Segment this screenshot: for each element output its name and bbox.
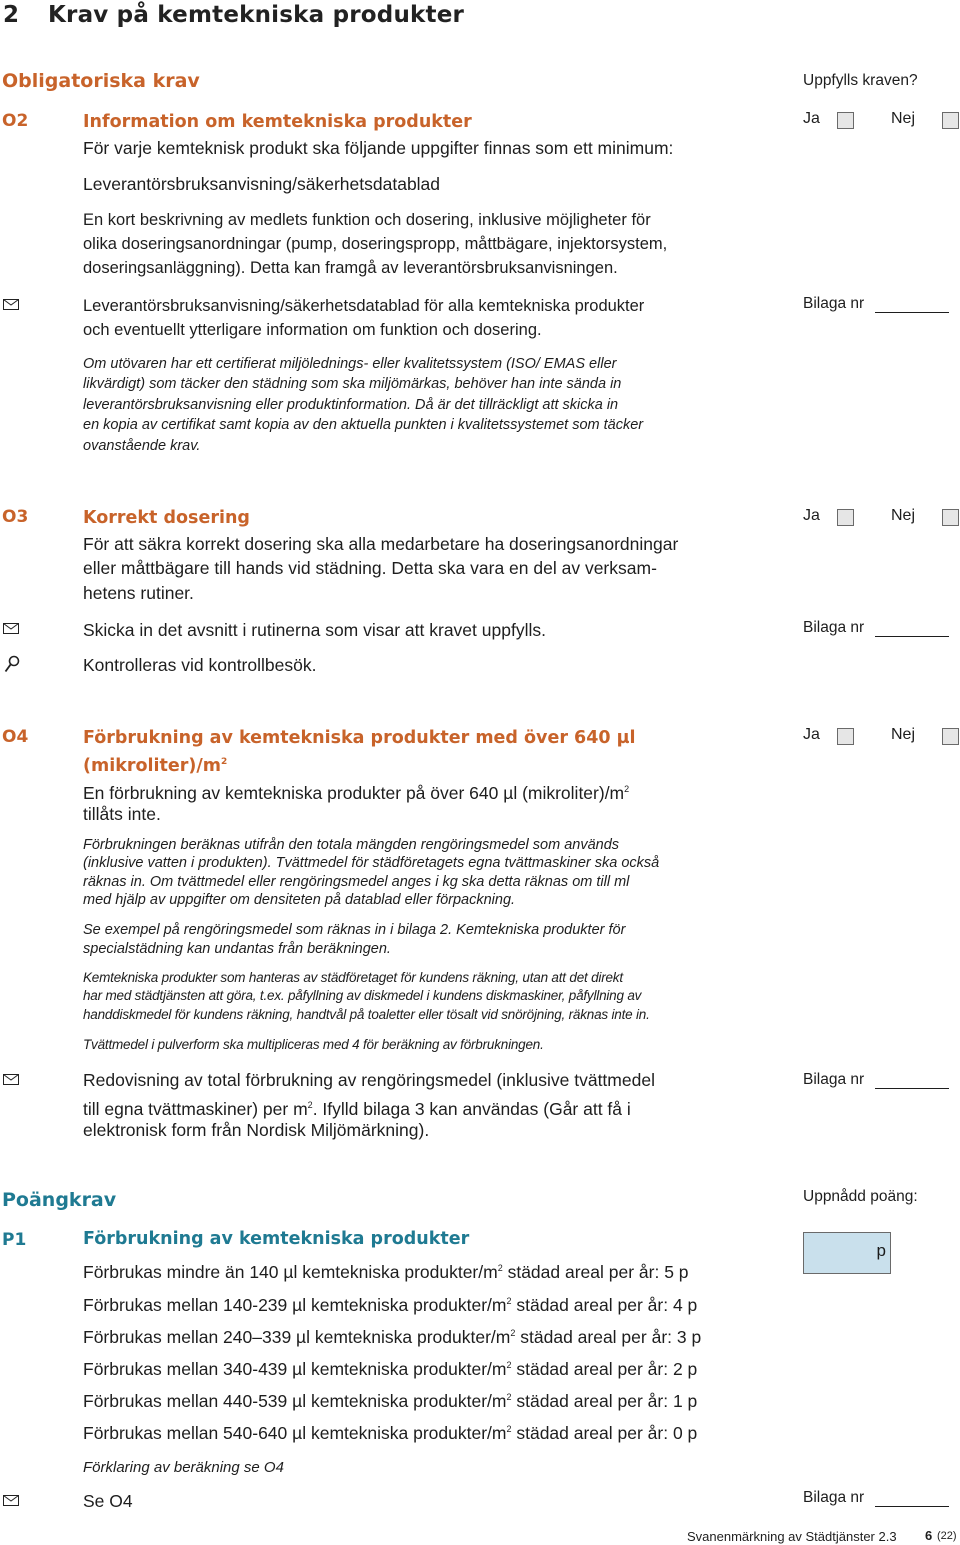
note-text: Förklaring av beräkning se O4 bbox=[83, 1459, 284, 1476]
body-text: doseringsanläggning). Detta kan framgå av leverantörsbruksanvisningen. bbox=[83, 259, 618, 277]
body-text: Redovisning av total förbrukning av rengöringsmedel (inklusive tvättmedel bbox=[83, 1070, 655, 1090]
note-text: Tvättmedel i pulverform ska multipliceras med 4 för beräkning av förbrukningen. bbox=[83, 1037, 544, 1052]
note-text: Om utövaren har ett certifierat miljölednings- eller kvalitetssystem (ISO/ EMAS eller bbox=[83, 356, 617, 372]
requirement-title-cont: $(mikroliter)/m^2$ bbox=[83, 755, 228, 776]
fulfilled-question: Uppfylls kraven? bbox=[803, 72, 918, 89]
yes-checkbox[interactable] bbox=[837, 509, 854, 526]
note-text: likvärdigt) som täcker den städning som ska miljömärkas, behöver han inte sända in bbox=[83, 376, 622, 392]
body-text: tillåts inte. bbox=[83, 804, 161, 824]
attachment-number-line[interactable] bbox=[875, 312, 949, 313]
requirement-code: O2 bbox=[2, 111, 29, 131]
attachment-number-line[interactable] bbox=[875, 1088, 949, 1089]
body-text: En förbrukning av kemtekniska produkter på över 640 µl $(mikroliter)/m^2$ bbox=[83, 782, 630, 803]
no-checkbox[interactable] bbox=[942, 509, 959, 526]
body-text: Kontrolleras vid kontrollbesök. bbox=[83, 655, 317, 675]
points-row: Förbrukas mindre än 140 µl kemtekniska produkter/$m^2$ städad areal per år: 5 p bbox=[83, 1261, 689, 1282]
requirement-title: Förbrukning av kemtekniska produkter bbox=[83, 1229, 470, 1249]
no-label: Nej bbox=[891, 726, 916, 743]
attachment-label: Bilaga nr bbox=[803, 295, 865, 312]
body-text: och eventuellt ytterligare information om funktion och dosering. bbox=[83, 321, 542, 339]
points-row: Förbrukas mellan 340-439 µl kemtekniska produkter/$m^2$ städad areal per år: 2 p bbox=[83, 1358, 698, 1379]
envelope-icon bbox=[3, 1074, 19, 1085]
section-title-mandatory: Obligatoriska krav bbox=[2, 70, 200, 92]
points-input-box[interactable] bbox=[803, 1232, 891, 1274]
body-text: En kort beskrivning av medlets funktion och dosering, inklusive möjligheter för bbox=[83, 211, 651, 229]
envelope-icon bbox=[3, 299, 19, 310]
note-text: Se exempel på rengöringsmedel som räknas in i bilaga 2. Kemtekniska produkter för bbox=[83, 922, 626, 938]
footer-page-number: 6 bbox=[925, 1528, 933, 1543]
envelope-icon bbox=[3, 1495, 19, 1506]
note-text: leverantörsbruksanvisning eller produktinformation. Då är det tillräckligt att skicka in bbox=[83, 397, 619, 413]
attachment-label: Bilaga nr bbox=[803, 1071, 865, 1088]
points-row: Förbrukas mellan 440-539 µl kemtekniska produkter/$m^2$ städad areal per år: 1 p bbox=[83, 1390, 698, 1411]
points-row: Förbrukas mellan 540-640 µl kemtekniska produkter/$m^2$ städad areal per år: 0 p bbox=[83, 1422, 698, 1443]
body-text: Leverantörsbruksanvisning/säkerhetsdatablad för alla kemtekniska produkter bbox=[83, 297, 645, 315]
note-text: specialstädning kan undantas från beräkningen. bbox=[83, 941, 391, 957]
yes-label: Ja bbox=[803, 507, 820, 524]
points-row: Förbrukas mellan 240–339 µl kemtekniska produkter/$m^2$ städad areal per år: 3 p bbox=[83, 1326, 702, 1347]
requirement-code: P1 bbox=[2, 1230, 27, 1250]
body-text: För varje kemteknisk produkt ska följande uppgifter finnas som ett minimum: bbox=[83, 138, 674, 158]
envelope-icon bbox=[3, 623, 19, 634]
points-achieved-label: Uppnådd poäng: bbox=[803, 1188, 918, 1205]
note-text: Förbrukningen beräknas utifrån den totala mängden rengöringsmedel som används bbox=[83, 837, 620, 853]
chapter-number: 2 bbox=[3, 2, 20, 28]
no-label: Nej bbox=[891, 507, 916, 524]
attachment-number-line[interactable] bbox=[875, 1506, 949, 1507]
no-checkbox[interactable] bbox=[942, 728, 959, 745]
note-text: Kemtekniska produkter som hanteras av städföretaget för kundens räkning, utan att det direkt bbox=[83, 970, 623, 985]
note-text: ovanstående krav. bbox=[83, 438, 201, 454]
footer-document-name: Svanenmärkning av Städtjänster 2.3 bbox=[687, 1529, 897, 1544]
yes-checkbox[interactable] bbox=[837, 112, 854, 129]
body-text: eller måttbägare till hands vid städning. Detta ska vara en del av verksam- bbox=[83, 558, 657, 578]
yes-checkbox[interactable] bbox=[837, 728, 854, 745]
body-text: hetens rutiner. bbox=[83, 583, 194, 603]
points-row: Förbrukas mellan 140-239 µl kemtekniska produkter/$m^2$ städad areal per år: 4 p bbox=[83, 1294, 698, 1315]
attachment-label: Bilaga nr bbox=[803, 1489, 865, 1506]
requirement-title: Förbrukning av kemtekniska produkter med över 640 µl bbox=[83, 728, 636, 748]
note-text: räknas in. Om tvättmedel eller rengöringsmedel anges i kg ska detta räknas om till ml bbox=[83, 874, 630, 890]
yes-label: Ja bbox=[803, 726, 820, 743]
body-text: till egna tvättmaskiner) per $m^2$. Ifylld bilaga 3 kan användas (Går att få i bbox=[83, 1098, 631, 1119]
magnifier-icon bbox=[4, 655, 20, 673]
points-unit: p bbox=[876, 1241, 886, 1260]
note-text: en kopia av certifikat samt kopia av den aktuella punkten i kvalitetssystemet som täcker bbox=[83, 417, 644, 433]
note-text: (inklusive vatten i produkten). Tvättmedel för städföretagets egna tvättmaskiner ska också bbox=[83, 855, 660, 871]
requirement-code: O3 bbox=[2, 507, 29, 527]
body-text: elektronisk form från Nordisk Miljömärkning). bbox=[83, 1120, 430, 1140]
section-title-points: Poängkrav bbox=[2, 1189, 117, 1211]
footer-page-total: (22) bbox=[937, 1530, 957, 1542]
requirement-title: Information om kemtekniska produkter bbox=[83, 112, 472, 132]
requirement-title: Korrekt dosering bbox=[83, 508, 250, 528]
body-text: Se O4 bbox=[83, 1491, 133, 1511]
body-text: För att säkra korrekt dosering ska alla medarbetare ha doseringsanordningar bbox=[83, 534, 679, 554]
yes-label: Ja bbox=[803, 110, 820, 127]
no-checkbox[interactable] bbox=[942, 112, 959, 129]
note-text: med hjälp av uppgifter om densiteten på datablad eller förpackning. bbox=[83, 892, 516, 908]
attachment-number-line[interactable] bbox=[875, 636, 949, 637]
body-text: Leverantörsbruksanvisning/säkerhetsdatablad bbox=[83, 174, 441, 194]
no-label: Nej bbox=[891, 110, 916, 127]
chapter-title: Krav på kemtekniska produkter bbox=[48, 2, 465, 28]
requirement-code: O4 bbox=[2, 727, 29, 747]
body-text: olika doseringsanordningar (pump, doseringspropp, måttbägare, injektorsystem, bbox=[83, 235, 668, 253]
body-text: Skicka in det avsnitt i rutinerna som visar att kravet uppfylls. bbox=[83, 620, 546, 640]
attachment-label: Bilaga nr bbox=[803, 619, 865, 636]
note-text: handdiskmedel för kundens räkning, handtvål på toaletter eller tösalt vid snöröjning, räknas inte in. bbox=[83, 1007, 650, 1022]
note-text: har med städtjänsten att göra, t.ex. påfyllning av diskmedel i kundens diskmaskiner, påfyllning av bbox=[83, 988, 642, 1003]
